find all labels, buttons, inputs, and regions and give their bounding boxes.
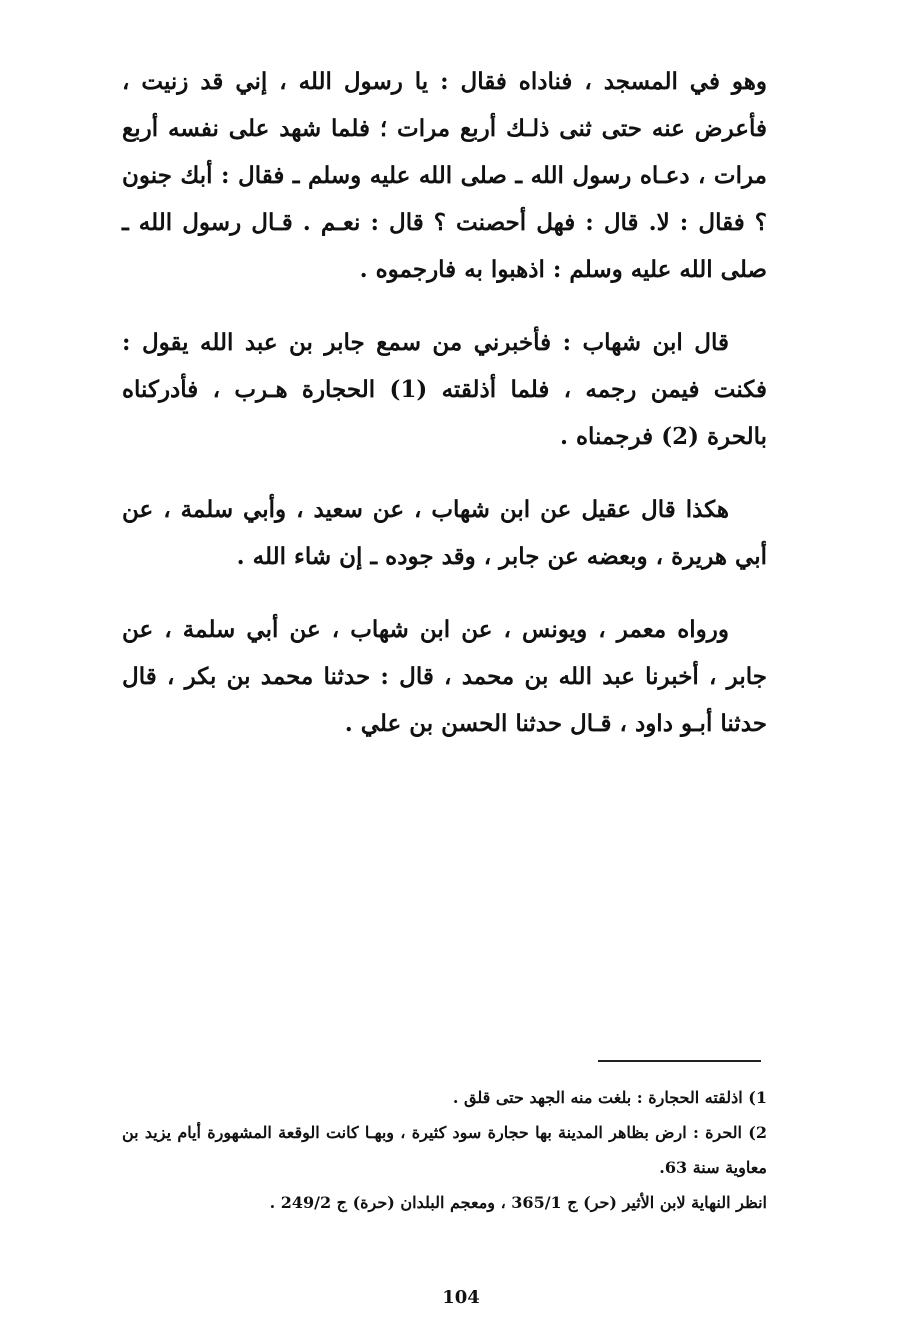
- page-number: 104: [442, 1287, 480, 1308]
- footnotes: [122, 1080, 767, 1220]
- footnote-reference: انظر النهاية لابن الأثير (حر) ج 365/1 ، ومعجم البلدان (حرة) ج 249/2 .: [269, 1193, 767, 1212]
- footnote-2: 2) الحرة : ارض بظاهر المدينة بها حجارة سود كثيرة ، وبهـا كانت الوقعة المشهورة أيام يزيد بن معاوية سنة 63.: [122, 1123, 767, 1177]
- paragraph-2: قال ابن شهاب : فأخبرني من سمع جابر بن عبد الله يقول : فكنت فيمن رجمه ، فلما أذلقته (1) الحجارة هـرب ، فأدركناه بالحرة (2) فرجمناه .: [122, 329, 767, 450]
- main-text: [122, 58, 767, 773]
- paragraph-4: ورواه معمر ، ويونس ، عن ابن شهاب ، عن أبي سلمة ، عن جابر ، أخبرنا عبد الله بن محمد ، قال : حدثنا محمد بن بكر ، قال حدثنا أبـو داود ، قـال حدثنا الحسن بن علي .: [122, 616, 767, 737]
- footnote-1: 1) اذلقته الحجارة : بلغت منه الجهد حتى قلق .: [452, 1088, 767, 1107]
- paragraph-1: وهو في المسجد ، فناداه فقال : يا رسول الله ، إني قد زنيت ، فأعرض عنه حتى ثنى ذلـك أربع مرات ؛ فلما شهد على نفسه أربع مرات ، دعـاه رسول الله ـ صلى الله عليه وسلم ـ فقال : أبك جنون ؟ فقال : لا. قال : فهل أحصنت ؟ قال : نعـم . قـال رسول الله ـ صلى الله عليه وسلم : اذهبوا به فارجموه .: [122, 68, 767, 283]
- footnote-separator: [598, 1060, 761, 1062]
- paragraph-3: هكذا قال عقيل عن ابن شهاب ، عن سعيد ، وأبي سلمة ، عن أبي هريرة ، وبعضه عن جابر ، وقد جوده ـ إن شاء الله .: [122, 496, 767, 570]
